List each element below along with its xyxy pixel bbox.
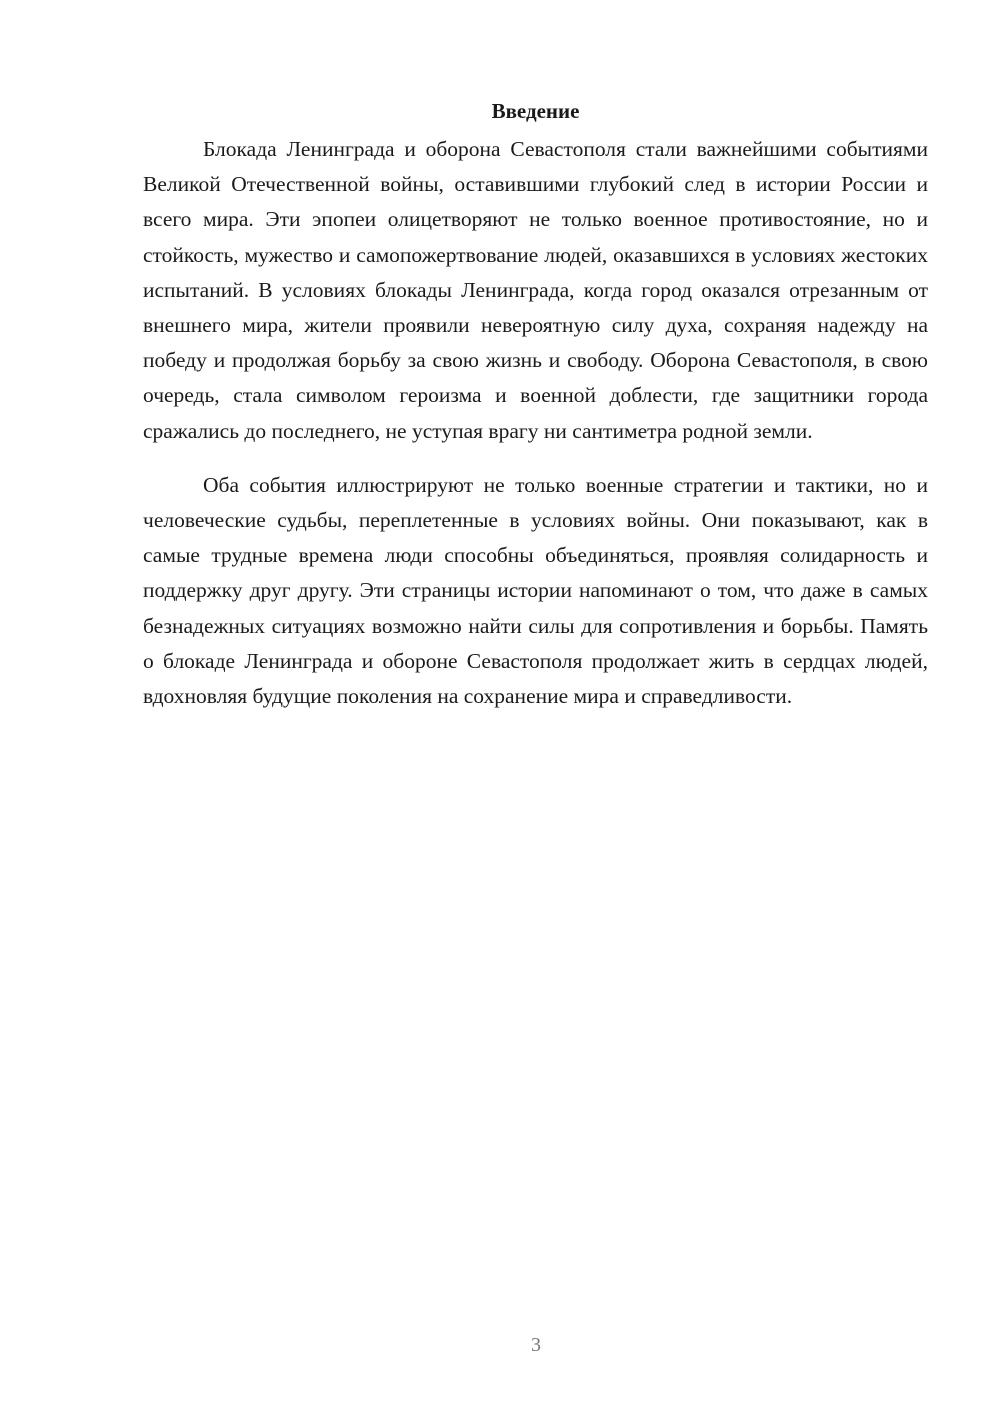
page-content [143, 96, 928, 714]
paragraph-1: Блокада Ленинграда и оборона Севастополя стали важнейшими событиями Великой Отечественной войны, оставившими глубокий след в истории России и всего мира. Эти эпопеи олицетворяют не только военное противостояние, но и стойкость, мужество и самопожертвование людей, оказавшихся в условиях жестоких испытаний. В условиях блокады Ленинграда, когда город оказался отрезанным от внешнего мира, жители проявили невероятную силу духа, сохраняя надежду на победу и продолжая борьбу за свою жизнь и свободу. Оборона Севастополя, в свою очередь, стала символом героизма и военной доблести, где защитники города сражались до последнего, не уступая врагу ни сантиметра родной земли. [143, 137, 928, 443]
page-number: 3 [531, 1334, 541, 1356]
section-heading: Введение [491, 99, 580, 123]
paragraph-2: Оба события иллюстрируют не только военные стратегии и тактики, но и человеческие судьбы, переплетенные в условиях войны. Они показывают, как в самые трудные времена люди способны объединяться, проявляя солидарность и поддержку друг другу. Эти страницы истории напоминают о том, что даже в самых безнадежных ситуациях возможно найти силы для сопротивления и борьбы. Память о блокаде Ленинграда и обороне Севастополя продолжает жить в сердцах людей, вдохновляя будущие поколения на сохранение мира и справедливости. [143, 472, 928, 709]
